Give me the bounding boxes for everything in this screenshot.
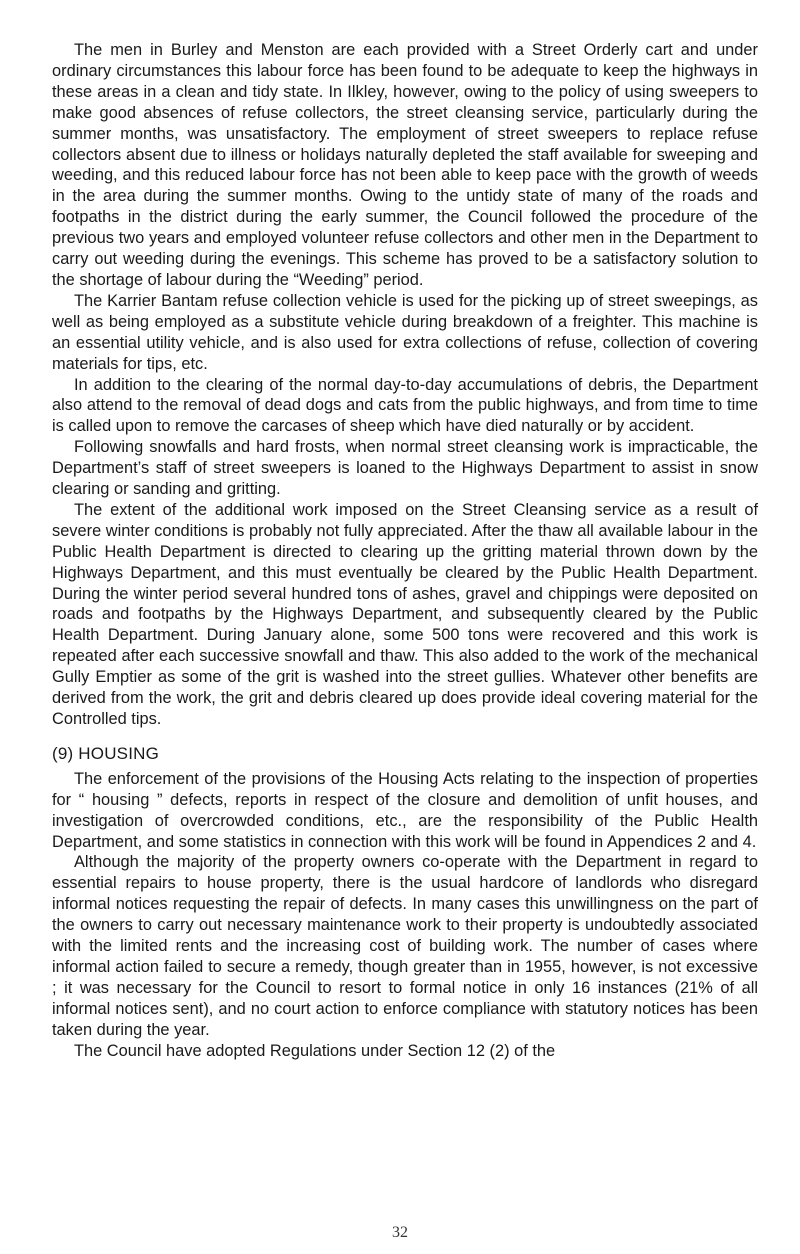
paragraph-karrier-bantam: The Karrier Bantam refuse collection vehicle is used for the picking up of street sweepings, as well as being employed as a substitute vehicle during breakdown of a freighter. This machine is an essential utility vehicle, and is also used for extra collections of refuse, collection of covering materials for tips, etc. bbox=[52, 291, 758, 373]
paragraph-housing-acts: The enforcement of the provisions of the Housing Acts relating to the inspection of properties for “ housing ” defects, reports in respect of the closure and demolition of unfit houses, and investigation of overcrowded conditions, etc., are the responsibility of the Public Health Department, and some statistics in connection with this work will be found in Appendices 2 and 4. bbox=[52, 769, 758, 851]
paragraph-dead-animals: In addition to the clearing of the normal day-to-day accumulations of debris, the Department also attend to the removal of dead dogs and cats from the public highways, and from time to time is called upon to remove the carcases of sheep which have died naturally or by accident. bbox=[52, 375, 758, 436]
paragraph-winter-work: The extent of the additional work imposed on the Street Cleansing service as a result of severe winter conditions is probably not fully appreciated. After the thaw all available labour in the Public Health Department is directed to clearing up the gritting material thrown down by the Highways Department, and this must eventually be cleared by the Public Health Department. During the winter period several hundred tons of ashes, gravel and chippings were deposited on roads and footpaths by the Highways Department, and subsequently cleared by the Public Health Department. During January alone, some 500 tons were recovered and this work is repeated after each successive snowfall and thaw. This also added to the work of the mechanical Gully Emptier as some of the grit is washed into the street gullies. Whatever other benefits are derived from the work, the grit and debris cleared up does provide ideal covering material for the Controlled tips. bbox=[52, 500, 758, 728]
paragraph-regulations: The Council have adopted Regulations under Section 12 (2) of the bbox=[74, 1041, 556, 1060]
document-page bbox=[52, 40, 758, 1062]
paragraph-street-orderly: The men in Burley and Menston are each provided with a Street Orderly cart and under ordinary circumstances this labour force has been found to be adequate to keep the highways in these areas in a clean and tidy state. In Ilkley, however, owing to the policy of using sweepers to make good absences of refuse collectors, the street cleansing service, particularly during the summer months, was unsatisfactory. The employment of street sweepers to replace refuse collectors absent due to illness or holidays naturally depleted the staff available for sweeping and weeding, and this reduced labour force has not been able to keep pace with the growth of weeds in the area during the summer months. Owing to the untidy state of many of the roads and footpaths in the district during the early summer, the Council followed the procedure of the previous two years and employed volunteer refuse collectors and other men in the Department to carry out weeding during the evenings. This scheme has proved to be a satisfactory solution to the shortage of labour during the “Weeding” period. bbox=[52, 41, 758, 289]
section-heading-housing: (9) HOUSING bbox=[52, 743, 160, 763]
paragraph-snowfalls: Following snowfalls and hard frosts, when normal street cleansing work is impracticable, the Department’s staff of street sweepers is loaned to the Highways Department to assist in snow clearing or sanding and gritting. bbox=[52, 438, 758, 499]
page-number: 32 bbox=[392, 1224, 408, 1241]
paragraph-property-owners: Although the majority of the property owners co-operate with the Department in regard to essential repairs to house property, there is the usual hardcore of landlords who disregard informal notices requesting the repair of defects. In many cases this unwillingness on the part of the owners to carry out necessary maintenance work to their property is undoubtedly associated with the limited rents and the increasing cost of building work. The number of cases where informal action failed to secure a remedy, though greater than in 1955, however, is not excessive ; it was necessary for the Council to resort to formal notice in only 16 instances (21% of all informal notices sent), and no court action to enforce compliance with statutory notices has been taken during the year. bbox=[52, 853, 758, 1039]
